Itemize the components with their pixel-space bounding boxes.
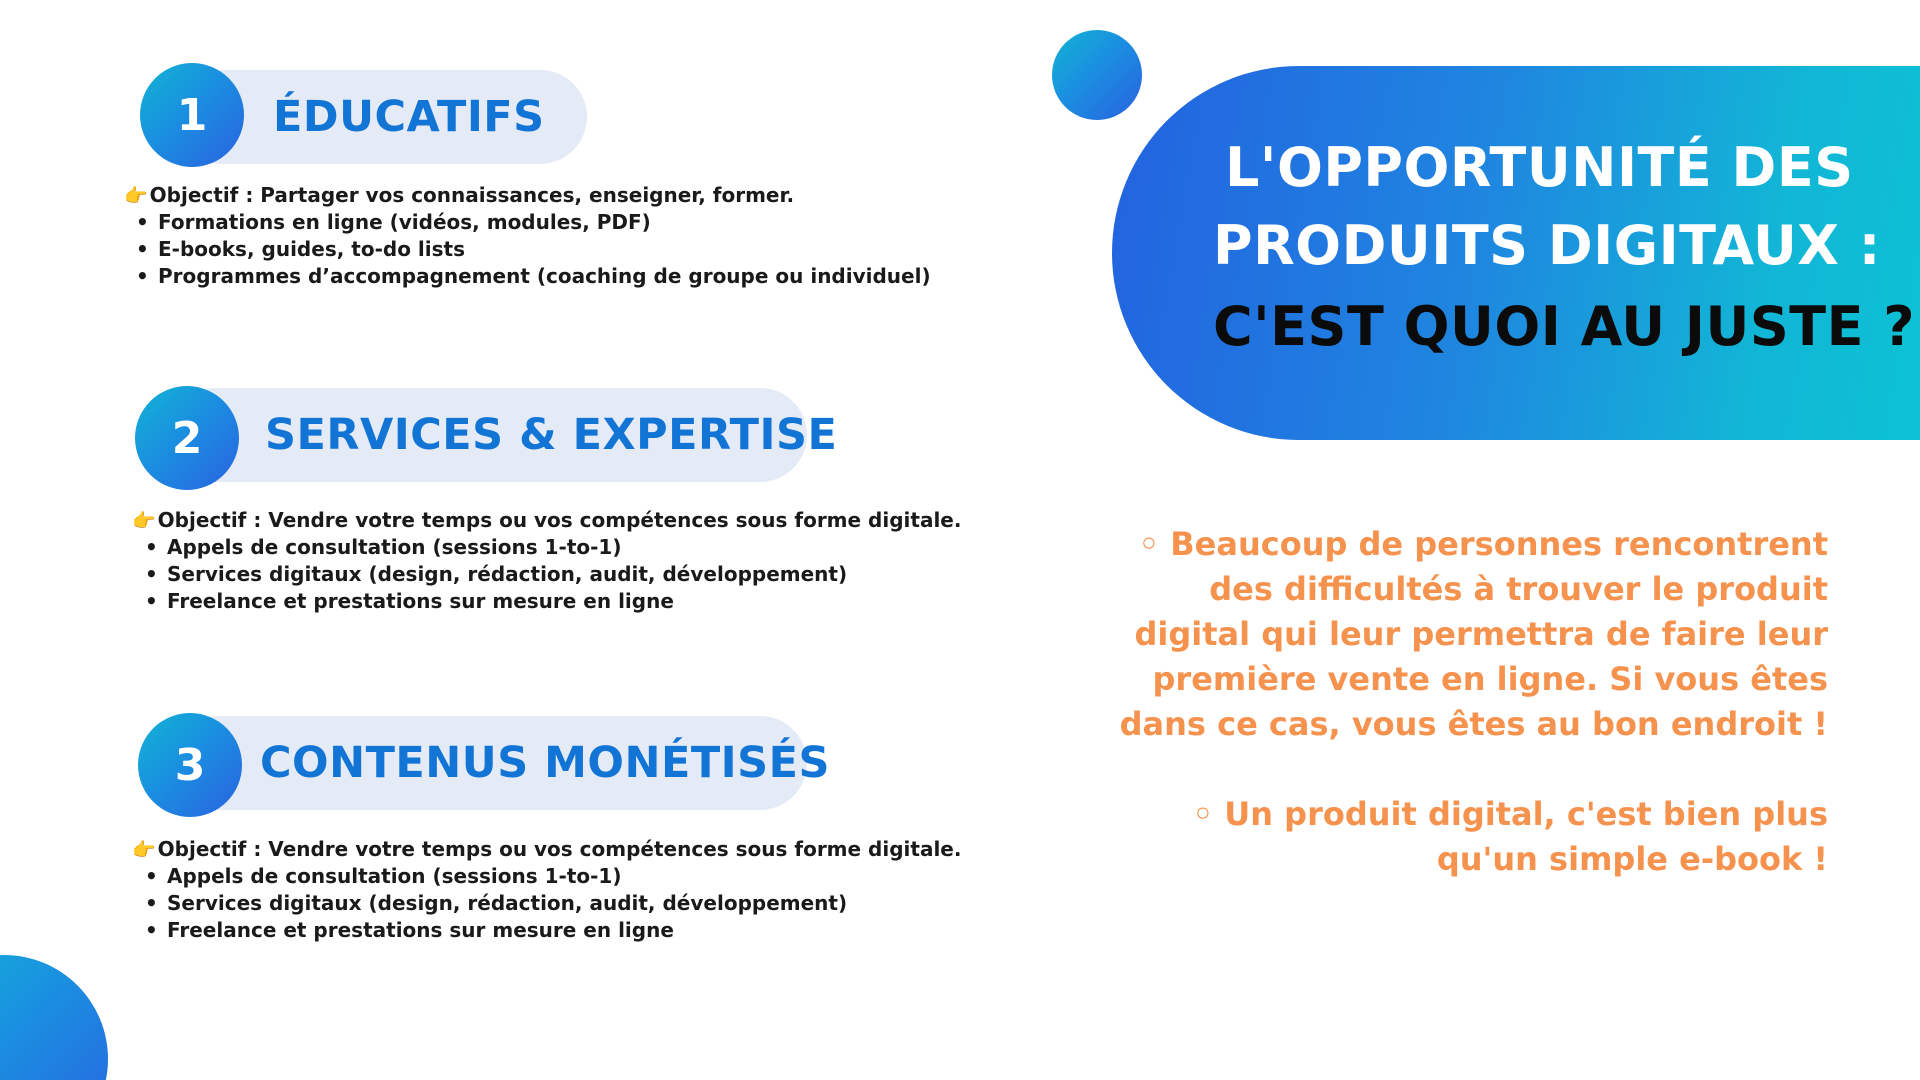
section-number: 1: [176, 89, 208, 141]
list-item: • Freelance et prestations sur mesure en ligne: [145, 588, 847, 615]
section-objective: [124, 183, 794, 207]
section-items: [145, 863, 847, 944]
section-items: [136, 209, 931, 290]
section-number: 3: [174, 739, 206, 791]
decorative-circle-top: [1052, 30, 1142, 120]
header-title-line-2: PRODUITS DIGITAUX :: [1213, 214, 1881, 277]
pointing-hand-icon: 👉: [132, 839, 156, 861]
header-title-line-1: L'OPPORTUNITÉ DES: [1225, 136, 1854, 199]
intro-paragraph: [1120, 522, 1828, 747]
header-title-line-3: C'EST QUOI AU JUSTE ?: [1213, 295, 1916, 358]
section-number-badge: [135, 386, 239, 490]
paragraph-line: qu'un simple e-book !: [1436, 840, 1828, 878]
paragraph-line: dans ce cas, vous êtes au bon endroit !: [1119, 705, 1828, 743]
section-title: SERVICES & EXPERTISE: [265, 410, 838, 460]
paragraph-line: des difficultés à trouver le produit: [1209, 570, 1828, 608]
section-number: 2: [171, 412, 203, 464]
decorative-circle-bottom-left: [0, 955, 108, 1080]
section-items: [145, 534, 847, 615]
section-title: ÉDUCATIFS: [273, 92, 545, 142]
objective-text: Objectif : Vendre votre temps ou vos compétences sous forme digitale.: [157, 508, 962, 532]
paragraph-line: première vente en ligne. Si vous êtes: [1152, 660, 1828, 698]
list-item: • Services digitaux (design, rédaction, audit, développement): [145, 890, 847, 917]
list-item: • Freelance et prestations sur mesure en ligne: [145, 917, 847, 944]
objective-text: Objectif : Vendre votre temps ou vos compétences sous forme digitale.: [157, 837, 962, 861]
section-title: CONTENUS MONÉTISÉS: [260, 738, 830, 788]
paragraph-line: digital qui leur permettra de faire leur: [1134, 615, 1828, 653]
section-number-badge: [138, 713, 242, 817]
list-item: • Formations en ligne (vidéos, modules, PDF): [136, 209, 931, 236]
paragraph-line: ◦ Beaucoup de personnes rencontrent: [1138, 525, 1828, 563]
conclusion-paragraph: [1193, 792, 1828, 882]
list-item: • Services digitaux (design, rédaction, audit, développement): [145, 561, 847, 588]
list-item: • Appels de consultation (sessions 1-to-1): [145, 534, 847, 561]
list-item: • E-books, guides, to-do lists: [136, 236, 931, 263]
pointing-hand-icon: 👉: [132, 510, 156, 532]
section-objective: [132, 508, 961, 532]
section-objective: [132, 837, 961, 861]
list-item: • Appels de consultation (sessions 1-to-1): [145, 863, 847, 890]
paragraph-line: ◦ Un produit digital, c'est bien plus: [1192, 795, 1828, 833]
list-item: • Programmes d’accompagnement (coaching de groupe ou individuel): [136, 263, 931, 290]
objective-text: Objectif : Partager vos connaissances, enseigner, former.: [149, 183, 795, 207]
pointing-hand-icon: 👉: [124, 185, 148, 207]
section-number-badge: [140, 63, 244, 167]
